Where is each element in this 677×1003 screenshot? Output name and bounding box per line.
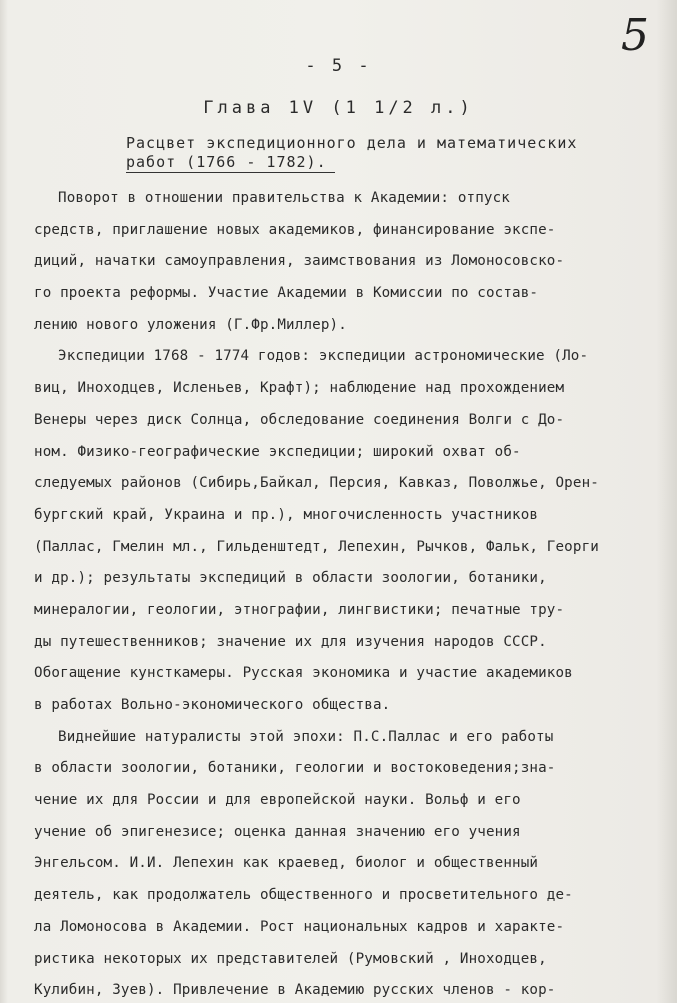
chapter-heading: Глава 1V (1 1/2 л.) bbox=[203, 98, 474, 118]
chapter-title-line: Расцвет экспедиционного дела и математических bbox=[126, 134, 578, 152]
text-line: в области зоологии, ботаники, геологии и востоковедения;зна- bbox=[34, 760, 556, 777]
text-line: ды путешественников; значение их для изучения народов СССР. bbox=[34, 633, 547, 650]
text-line: учение об эпигенезисе; оценка данная значению его учения bbox=[34, 823, 521, 840]
handwritten-page-mark: 5 bbox=[621, 10, 649, 61]
text-line: Экспедиции 1768 - 1774 годов: экспедиции астрономические (Ло- bbox=[58, 348, 589, 365]
text-line: Кулибин, Зуев). Привлечение в Академию русских членов - кор- bbox=[34, 982, 556, 999]
text-line: и др.); результаты экспедиций в области зоологии, ботаники, bbox=[34, 570, 547, 587]
text-line: чение их для России и для европейской науки. Вольф и его bbox=[34, 792, 521, 809]
text-line: ла Ломоносова в Академии. Рост национальных кадров и характе- bbox=[34, 918, 565, 935]
text-line: (Паллас, Гмелин мл., Гильденштедт, Лепехин, Рычков, Фальк, Георги bbox=[34, 538, 599, 555]
text-line: следуемых районов (Сибирь,Байкал, Персия, Кавказ, Поволжье, Орен- bbox=[34, 475, 599, 492]
text-line: средств, приглашение новых академиков, финансирование экспе- bbox=[34, 221, 556, 238]
text-line: виц, Иноходцев, Исленьев, Крафт); наблюдение над прохождением bbox=[34, 380, 565, 397]
text-line: деятель, как продолжатель общественного и просветительного де- bbox=[34, 887, 573, 904]
text-line: Обогащение кунсткамеры. Русская экономика и участие академиков bbox=[34, 665, 573, 682]
text-line: Энгельсом. И.И. Лепехин как краевед, биолог и общественный bbox=[34, 855, 539, 872]
text-line: Поворот в отношении правительства к Академии: отпуск bbox=[58, 190, 510, 206]
text-line: минералогии, геологии, этнографии, лингвистики; печатные тру- bbox=[34, 601, 565, 618]
text-line: Виднейшие натуралисты этой эпохи: П.С.Паллас и его работы bbox=[58, 728, 554, 745]
text-line: диций, начатки самоуправления, заимствования из Ломоносовско- bbox=[34, 253, 565, 270]
page-number: - 5 - bbox=[305, 56, 372, 76]
text-line: бургский край, Украина и пр.), многочисленность участников bbox=[34, 506, 539, 523]
text-line: в работах Вольно-экономического общества. bbox=[34, 697, 391, 713]
chapter-title bbox=[126, 134, 596, 173]
text-line: Венеры через диск Солнца, обследование соединения Волги с До- bbox=[34, 411, 565, 428]
text-line: го проекта реформы. Участие Академии в Комиссии по состав- bbox=[34, 285, 539, 302]
text-line: ристика некоторых их представителей (Румовский , Иноходцев, bbox=[34, 950, 547, 967]
chapter-title-line: работ (1766 - 1782). bbox=[126, 153, 335, 173]
body-text bbox=[34, 183, 654, 1003]
text-line: лению нового уложения (Г.Фр.Миллер). bbox=[34, 316, 347, 333]
text-line: ном. Физико-географические экспедиции; широкий охват об- bbox=[34, 443, 521, 460]
